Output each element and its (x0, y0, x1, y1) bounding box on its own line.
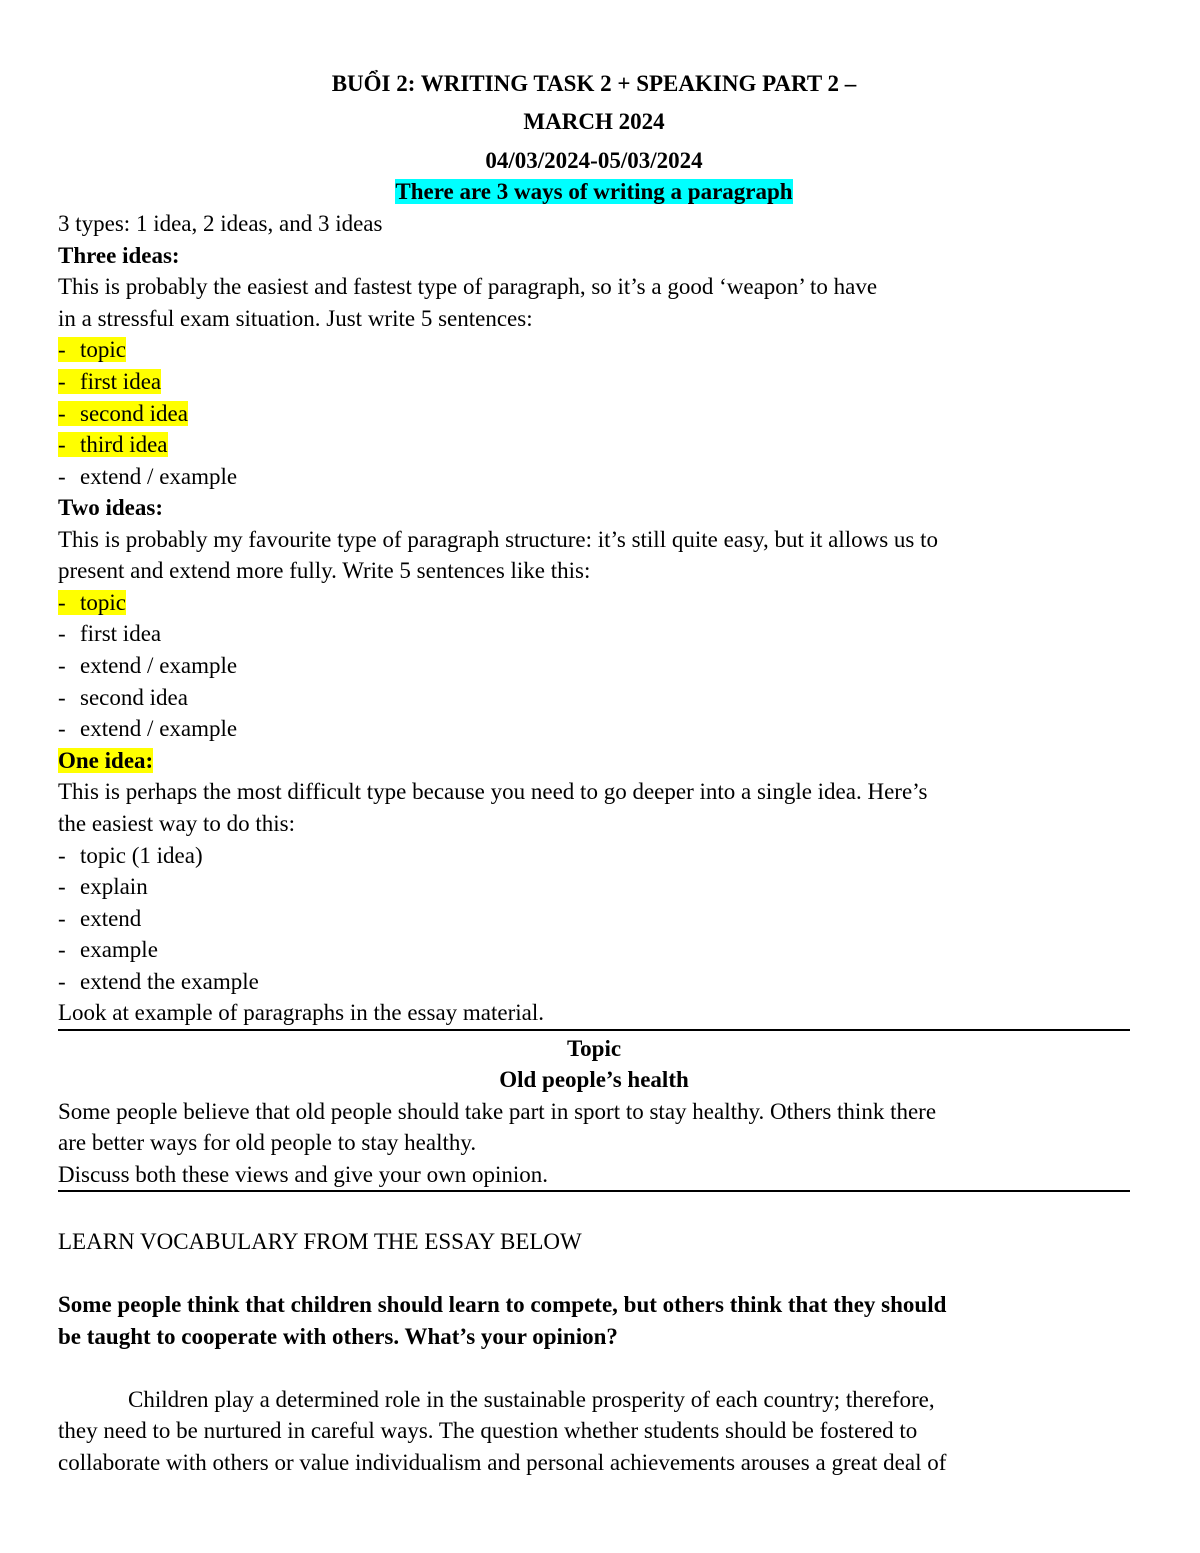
topic-prompt-3: Discuss both these views and give your own opinion. (58, 1162, 548, 1187)
topic-top-rule (58, 1029, 1130, 1031)
one-idea-heading: One idea: (58, 748, 154, 773)
essay-question-2: be taught to cooperate with others. What’s your opinion? (58, 1324, 618, 1349)
three-ideas-heading: Three ideas: (58, 243, 180, 268)
highlight-heading-wrap (58, 176, 1130, 207)
one-idea-footer: Look at example of paragraphs in the essay material. (58, 1000, 545, 1025)
three-ideas-item: - topic (58, 337, 126, 362)
document-title-line-2: MARCH 2024 (523, 109, 665, 134)
two-ideas-item: - extend / example (58, 716, 238, 741)
one-idea-heading-wrap (58, 745, 153, 776)
topic-bottom-rule (58, 1190, 1130, 1192)
essay-line-3: collaborate with others or value individualism and personal achievements arouses a great deal of (58, 1450, 947, 1475)
essay-question-1: Some people think that children should learn to compete, but others think that they should (58, 1292, 947, 1317)
one-idea-item: - explain (58, 874, 148, 899)
two-ideas-item: - first idea (58, 621, 162, 646)
highlight-heading: There are 3 ways of writing a paragraph (395, 179, 793, 204)
document-title-line-1: BUỔI 2: WRITING TASK 2 + SPEAKING PART 2 – (331, 71, 857, 96)
vocab-heading: LEARN VOCABULARY FROM THE ESSAY BELOW (58, 1229, 582, 1254)
one-idea-desc-1: This is perhaps the most difficult type because you need to go deeper into a single idea. Here’s (58, 779, 928, 804)
two-ideas-desc-2: present and extend more fully. Write 5 sentences like this: (58, 558, 591, 583)
one-idea-item: - example (58, 937, 158, 962)
two-ideas-heading: Two ideas: (58, 495, 163, 520)
three-ideas-item: - second idea (58, 401, 188, 426)
topic-title: Old people’s health (499, 1067, 689, 1092)
three-ideas-item: - third idea (58, 432, 168, 457)
document-dates: 04/03/2024-05/03/2024 (485, 148, 703, 173)
three-ideas-desc-1: This is probably the easiest and fastest type of paragraph, so it’s a good ‘weapon’ to have (58, 274, 878, 299)
three-ideas-item: - extend / example (58, 464, 238, 489)
essay-line-2: they need to be nurtured in careful ways. The question whether students should be fostered to (58, 1418, 918, 1443)
three-ideas-item: - first idea (58, 369, 162, 394)
one-idea-item: - extend the example (58, 969, 259, 994)
one-idea-item: - topic (1 idea) (58, 843, 203, 868)
topic-label: Topic (566, 1036, 622, 1061)
three-ideas-desc-2: in a stressful exam situation. Just write 5 sentences: (58, 306, 533, 331)
two-ideas-item: - second idea (58, 685, 188, 710)
types-line: 3 types: 1 idea, 2 ideas, and 3 ideas (58, 211, 383, 236)
two-ideas-item: - topic (58, 590, 126, 615)
topic-prompt-2: are better ways for old people to stay healthy. (58, 1130, 477, 1155)
two-ideas-item: - extend / example (58, 653, 238, 678)
essay-line-1: Children play a determined role in the sustainable prosperity of each country; therefore, (128, 1387, 935, 1412)
topic-prompt-1: Some people believe that old people should take part in sport to stay healthy. Others think there (58, 1099, 937, 1124)
one-idea-item: - extend (58, 906, 142, 931)
one-idea-desc-2: the easiest way to do this: (58, 811, 295, 836)
two-ideas-desc-1: This is probably my favourite type of paragraph structure: it’s still quite easy, but it allows us to (58, 527, 939, 552)
